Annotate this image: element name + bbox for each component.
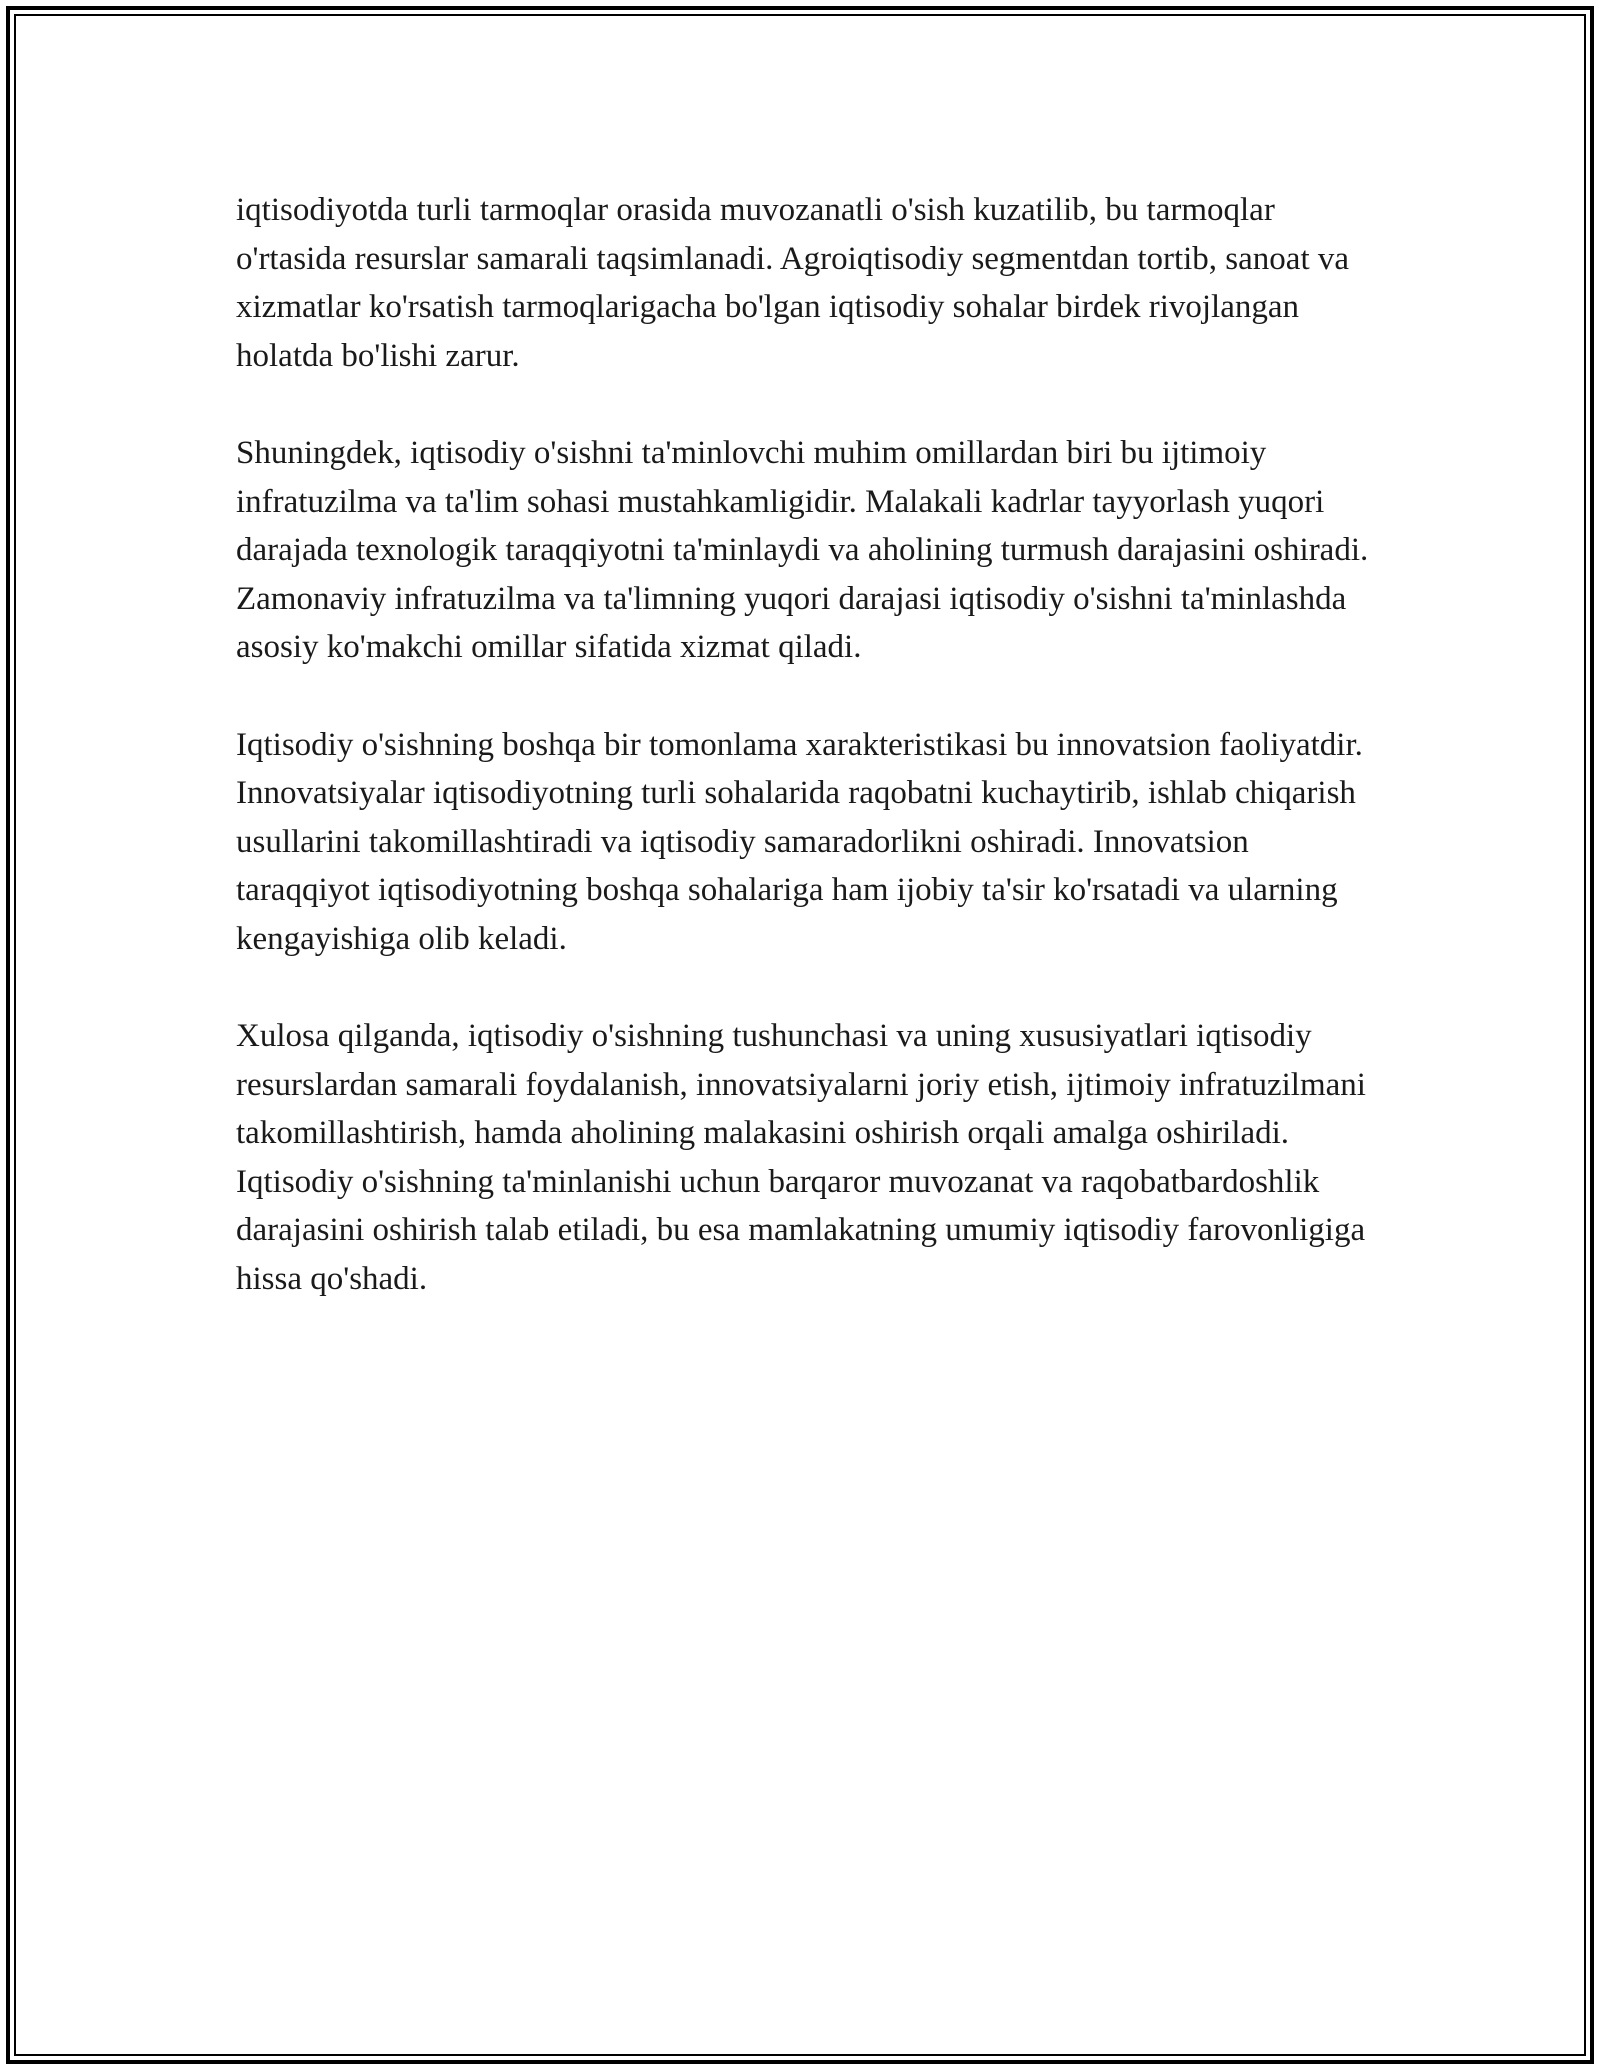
paragraph-2: Shuningdek, iqtisodiy o'sishni ta'minlovchi muhim omillardan biri bu ijtimoiy infratuzilma va ta'lim sohasi mustahkamligidir. Malakali kadrlar tayyorlash yuqori darajada texnologik taraqqiyotni ta'minlaydi va aholining turmush darajasini oshiradi. Zamonaviy infratuzilma va ta'limning yuqori darajasi iqtisodiy o'sishni ta'minlashda asosiy ko'makchi omillar sifatida xizmat qiladi. [236,435,1369,665]
document-body [236,186,1376,1352]
paragraph-3: Iqtisodiy o'sishning boshqa bir tomonlama xarakteristikasi bu innovatsion faoliyatdir. Innovatsiyalar iqtisodiyotning turli sohalarida raqobatni kuchaytirib, ishlab chiqarish usullarini takomillashtiradi va iqtisodiy samaradorlikni oshiradi. Innovatsion taraqqiyot iqtisodiyotning boshqa sohalariga ham ijobiy ta'sir ko'rsatadi va ularning kengayishiga olib keladi. [236,726,1363,957]
paragraph-1: iqtisodiyotda turli tarmoqlar orasida muvozanatli o'sish kuzatilib, bu tarmoqlar o'rtasida resurslar samarali taqsimlanadi. Agroiqtisodiy segmentdan tortib, sanoat va xizmatlar ko'rsatish tarmoqlarigacha bo'lgan iqtisodiy sohalar birdek rivojlangan holatda bo'lishi zarur. [236,192,1350,374]
paragraph-4: Xulosa qilganda, iqtisodiy o'sishning tushunchasi va uning xususiyatlari iqtisodiy resurslardan samarali foydalanish, innovatsiyalarni joriy etish, ijtimoiy infratuzilmani takomillashtirish, hamda aholining malakasini oshirish orqali amalga oshiriladi. Iqtisodiy o'sishning ta'minlanishi uchun barqaror muvozanat va raqobatbardoshlik darajasini oshirish talab etiladi, bu esa mamlakatning umumiy iqtisodiy farovonligiga hissa qo'shadi. [236,1018,1366,1297]
